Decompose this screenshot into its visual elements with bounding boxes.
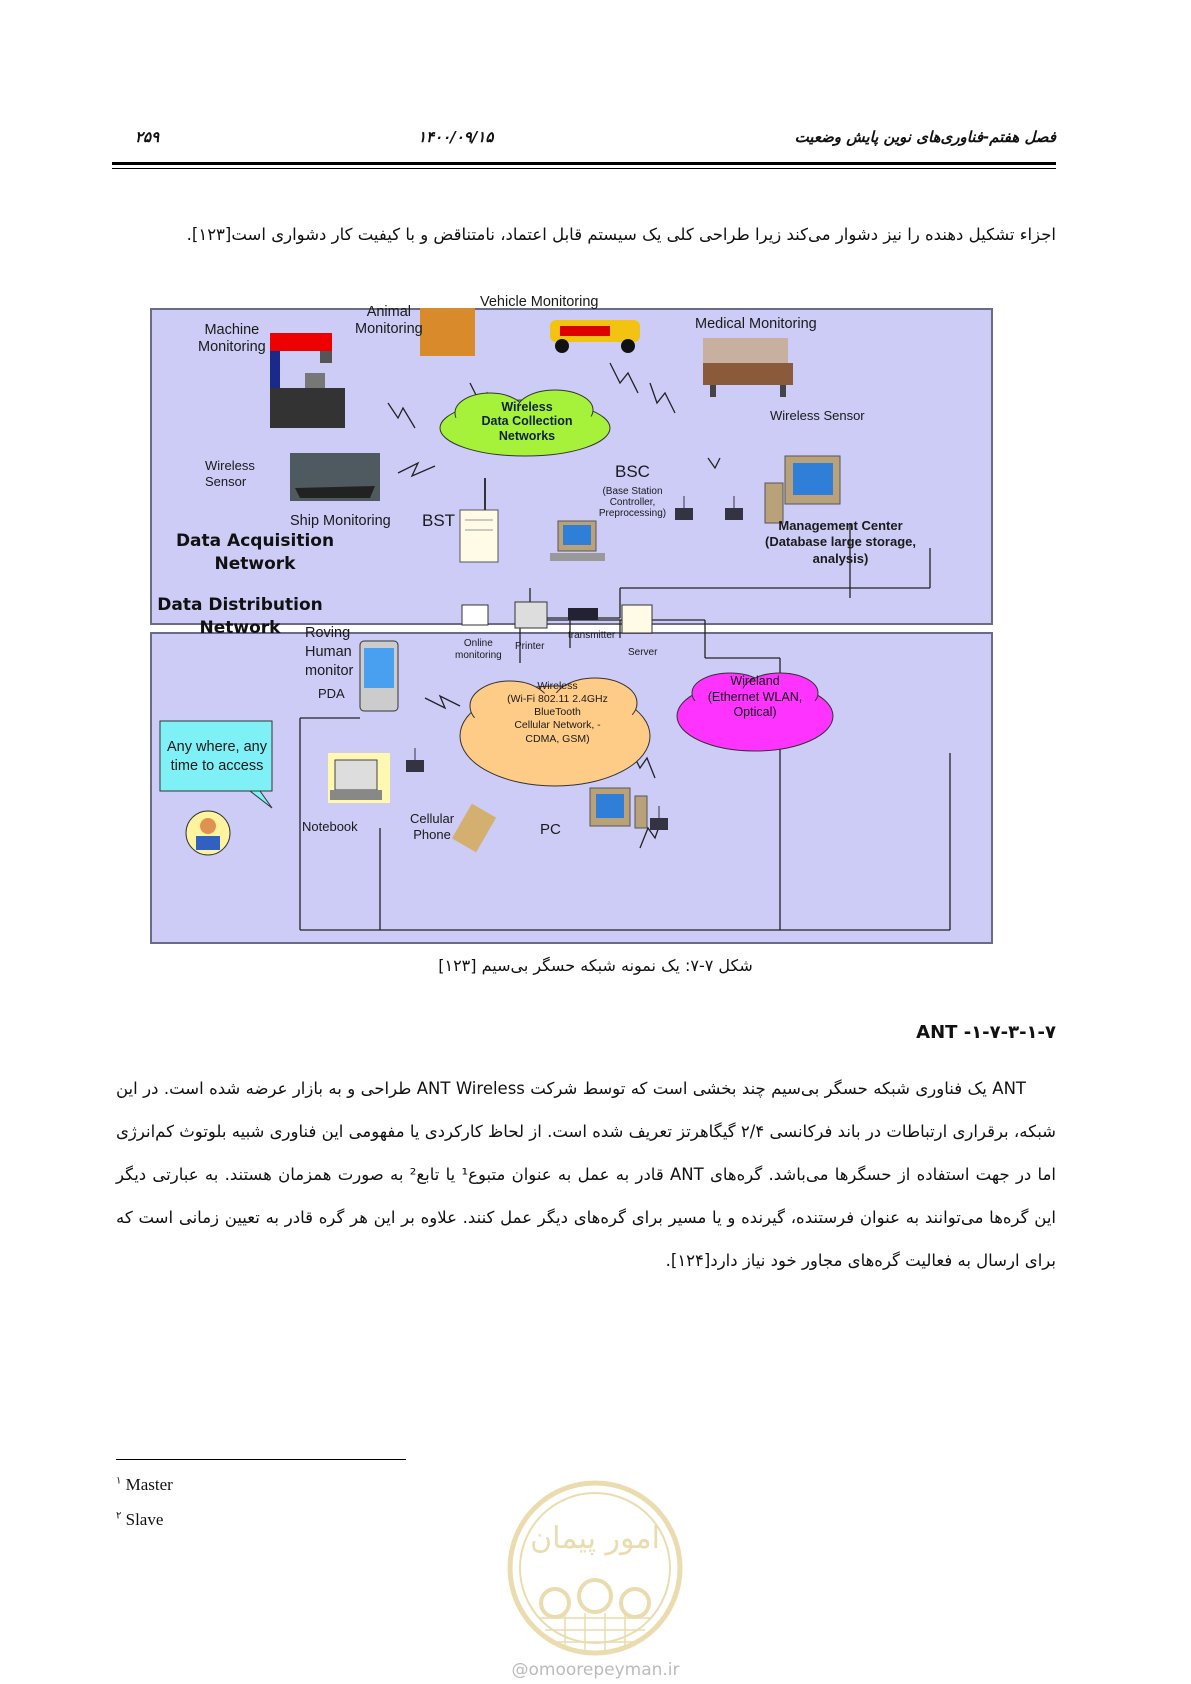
intro-paragraph: اجزاء تشکیل دهنده را نیز دشوار می‌کند زیرا طراحی کلی یک سیستم قابل اعتماد، نامتناقض و با کیفیت کار دشواری است[۱۲۳]. xyxy=(186,225,1056,244)
printer-icon xyxy=(515,602,547,628)
bst-tower-icon xyxy=(460,478,498,562)
server-label: Server xyxy=(628,647,658,658)
wireless-sensor-right-label: Wireless Sensor xyxy=(770,408,865,423)
cellular-phone-label: Cellular Phone xyxy=(410,811,455,842)
animal-monitoring-label: Animal Monitoring xyxy=(355,304,423,338)
watermark-logo-text: امور پیمان xyxy=(530,1521,660,1556)
footnote-1: $^۱$ Master xyxy=(116,1475,173,1494)
footnote-2: $^۲$ Slave xyxy=(116,1510,164,1529)
vehicle-monitoring-label: Vehicle Monitoring xyxy=(480,294,599,310)
wireless-sensor-network-figure xyxy=(150,294,993,944)
medical-monitoring-label: Medical Monitoring xyxy=(695,316,817,332)
header-rule xyxy=(112,162,1056,165)
wireless-cloud-label: Wireless (Wi-Fi 802.11 2.4GHz BlueTooth Cellular Network, - CDMA, GSM) xyxy=(507,680,608,745)
header-rule-thin xyxy=(112,168,1056,169)
pda-label: PDA xyxy=(318,686,345,701)
server-icon xyxy=(622,605,652,633)
pc-icon xyxy=(590,788,647,828)
machine-monitoring-label: Machine Monitoring xyxy=(198,322,266,356)
data-distribution-label: Data Distribution Network xyxy=(157,595,323,638)
watermark-logo xyxy=(505,1478,685,1658)
section-heading: ANT -۱-۷-۳-۱-۷ xyxy=(916,1022,1056,1043)
cellular-phone-icon xyxy=(452,804,496,853)
pc-label: PC xyxy=(540,821,561,838)
medical-bed-icon xyxy=(703,338,793,397)
online-monitor-icon xyxy=(462,605,488,625)
printer-label: Printer xyxy=(515,641,545,652)
machine-icon xyxy=(270,333,345,428)
header-date: ۱۴۰۰/۰۹/۱۵ xyxy=(418,128,494,146)
notebook-label: Notebook xyxy=(302,819,358,834)
pda-icon xyxy=(360,641,398,711)
management-computer-icon xyxy=(765,456,840,523)
any-where-label: Any where, any time to access xyxy=(167,739,267,774)
race-car-icon xyxy=(550,320,640,353)
bsc-detail-label: (Base Station Controller, Preprocessing) xyxy=(598,486,667,519)
footnote-rule xyxy=(116,1459,406,1460)
wireland-label: Wireland (Ethernet WLAN, Optical) xyxy=(707,674,803,720)
figure-caption: شکل ۷-۷: یک نمونه شبکه حسگر بی‌سیم [۱۲۳] xyxy=(438,956,753,975)
page-number: ۲۵۹ xyxy=(135,128,160,146)
bsc-label: BSC xyxy=(615,462,650,481)
ship-monitoring-label: Ship Monitoring xyxy=(290,513,391,529)
data-acquisition-label: Data Acquisition Network xyxy=(175,531,335,574)
transmitter-label: transmitter xyxy=(568,630,616,641)
watermark-text: @omoorepeyman.ir xyxy=(511,1660,680,1680)
roving-human-label: Roving Human monitor xyxy=(305,625,354,679)
bst-label: BST xyxy=(422,511,456,530)
wireless-data-collection-label: Wireless Data Collection Networks xyxy=(481,400,573,443)
management-center-label: Management Center (Database large storage, analysis) xyxy=(764,518,916,566)
tiger-icon xyxy=(420,308,475,356)
bsc-computer-icon xyxy=(550,521,605,561)
person-at-desk-icon xyxy=(186,811,230,855)
transmitter-icon xyxy=(568,608,598,620)
body-paragraph: ANT یک فناوری شبکه حسگر بی‌سیم چند بخشی است که توسط شرکت ANT Wireless طراحی و به بازار عرضه شده است. در این شبکه، برقراری ارتباطات در باند فرکانسی ۲/۴ گیگاهرتز تعریف شده است. از لحاظ کارکردی یا مفهومی این فناوری شبیه بلوتوث کم‌انرژی اما در جهت استفاده از حسگرها می‌باشد. گره‌های ANT قادر به عمل به عنوان متبوع¹ یا تابع² به صورت همزمان هستند. به عبارتی دیگر این گره‌ها می‌توانند به عنوان فرستنده، گیرنده و یا مسیر برای گره‌های دیگر عمل کنند. علاوه بر این هر گره قادر به تعیین زمانی است که برای ارسال به فعالیت گره‌های مجاور خود نیاز دارد[۱۲۴]. xyxy=(116,1079,1057,1270)
chapter-title: فصل هفتم-فناوری‌های نوین پایش وضعیت xyxy=(794,128,1056,146)
notebook-icon xyxy=(328,753,390,803)
online-monitoring-label: Online monitoring xyxy=(455,638,502,661)
wireless-sensor-left-label: Wireless Sensor xyxy=(205,458,255,489)
